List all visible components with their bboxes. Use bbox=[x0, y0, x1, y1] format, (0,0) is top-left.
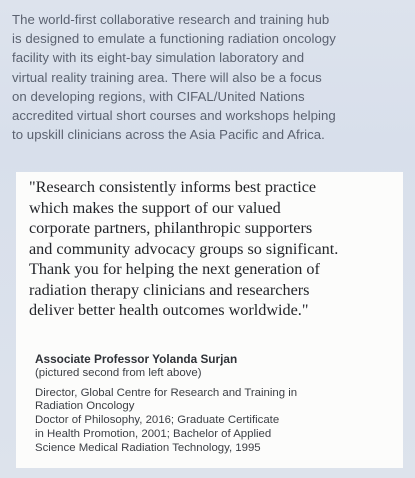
intro-paragraph bbox=[12, 10, 410, 144]
quote-line: Thank you for helping the next generation of bbox=[29, 260, 320, 278]
quote-line: "Research consistently informs best practice bbox=[29, 178, 317, 196]
attribution bbox=[35, 353, 395, 456]
author-role-line: Radiation Oncology bbox=[35, 400, 135, 413]
intro-line: accredited virtual short courses and workshops helping bbox=[12, 108, 336, 124]
author-degree-line: in Health Promotion, 2001; Bachelor of Applied bbox=[35, 427, 272, 440]
quote-line: and community advocacy groups so significant. bbox=[29, 239, 339, 258]
intro-line: on developing regions, with CIFAL/United Nations bbox=[12, 88, 305, 104]
quote-line: deliver better health outcomes worldwide." bbox=[29, 301, 309, 319]
quote-line: radiation therapy clinicians and researchers bbox=[29, 280, 310, 299]
author-name: Associate Professor Yolanda Surjan bbox=[35, 352, 238, 366]
author-degree-line: Science Medical Radiation Technology, 1995 bbox=[35, 441, 261, 454]
intro-line: is designed to emulate a functioning radiation oncology bbox=[12, 31, 336, 47]
intro-line: The world-first collaborative research and training hub bbox=[12, 12, 330, 27]
testimonial-quote bbox=[29, 177, 401, 321]
author-degree-line: Doctor of Philosophy, 2016; Graduate Certificate bbox=[35, 414, 280, 427]
intro-line: to upskill clinicians across the Asia Pacific and Africa. bbox=[12, 127, 325, 143]
author-role-line: Director, Global Centre for Research and Training in bbox=[35, 386, 298, 399]
quote-line: which makes the support of our valued bbox=[29, 198, 281, 217]
intro-line: facility with its eight-bay simulation laboratory and bbox=[12, 50, 305, 66]
quote-card bbox=[16, 172, 403, 468]
quote-line: corporate partners, philanthropic supporters bbox=[29, 219, 313, 237]
photo-note: (pictured second from left above) bbox=[35, 366, 202, 379]
intro-line: virtual reality training area. There will also be a focus bbox=[12, 69, 322, 85]
